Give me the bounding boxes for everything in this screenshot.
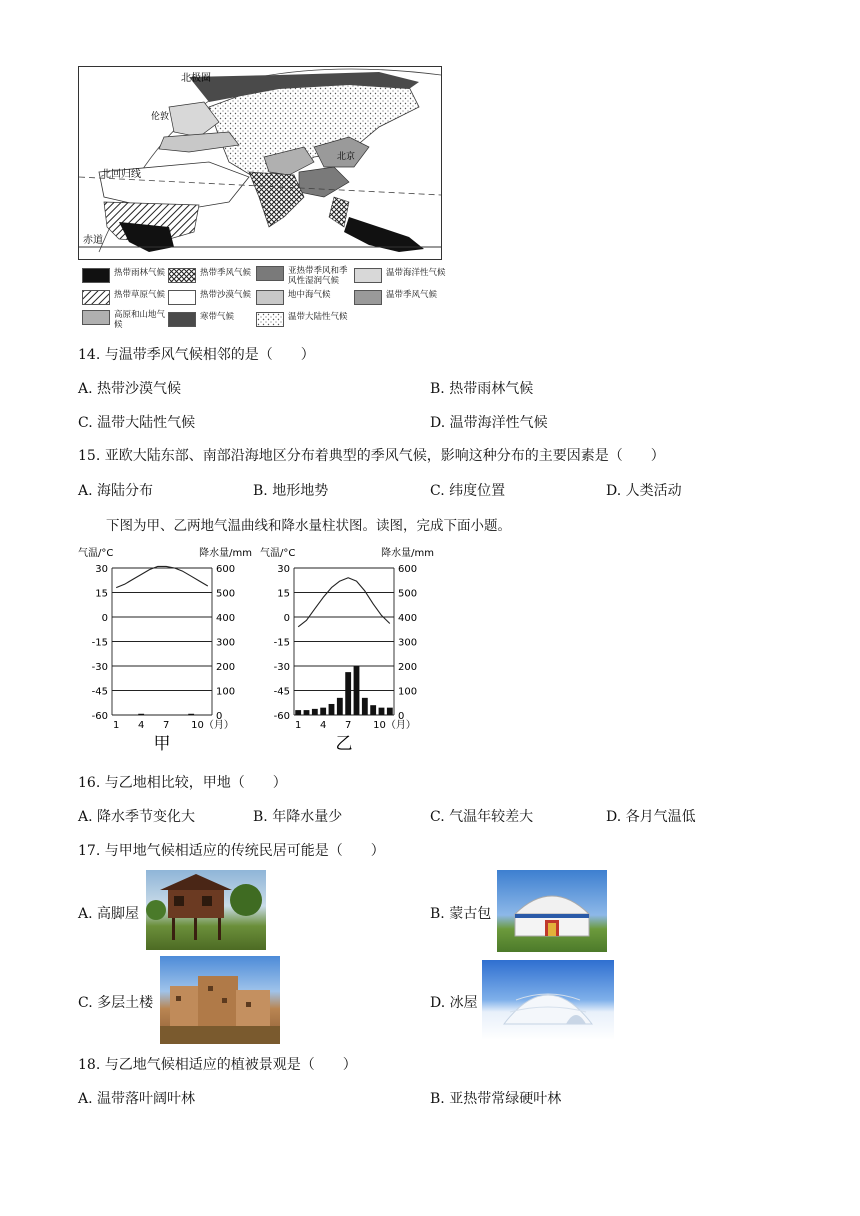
y-right-tick: 500 — [398, 588, 418, 600]
chart-jia — [76, 544, 256, 754]
precipitation-bar — [370, 705, 376, 715]
x-tick: 1 — [112, 720, 120, 731]
legend-item: 热带雨林气候 — [82, 268, 165, 283]
temperature-curve — [116, 566, 208, 587]
y-left-tick: -30 — [91, 662, 108, 673]
legend-swatch — [168, 290, 196, 305]
question-15-stem: 15. 亚欧大陆东部、南部沿海地区分布着典型的季风气候，影响这种分布的主要因素是（ ） — [78, 448, 665, 464]
precipitation-bar — [312, 709, 318, 715]
question-16-stem: 16. 与乙地相比较，甲地（ ） — [78, 775, 287, 791]
label-tropic: 北回归线 — [101, 169, 141, 180]
q17-option-d[interactable]: D. 冰屋 — [430, 995, 478, 1011]
y-right-tick: 500 — [216, 588, 236, 600]
q17-option-b[interactable]: B. 蒙古包 — [430, 906, 492, 922]
legend-item: 亚热带季风和季风性湿润气候 — [256, 266, 352, 286]
q18-option-b[interactable]: B. 亚热带常绿硬叶林 — [430, 1091, 562, 1107]
precipitation-bar — [304, 710, 310, 715]
y-left-tick: -15 — [273, 637, 290, 649]
chart-yi — [258, 544, 438, 754]
chart-title: 甲 — [153, 734, 171, 754]
stilt-house-illustration — [146, 870, 266, 950]
label-equator: 赤道 — [83, 235, 103, 246]
q16-option-b[interactable]: B. 年降水量少 — [253, 809, 343, 825]
earthen-building-illustration — [160, 956, 280, 1044]
axis-label-left: 气温/°C — [260, 548, 296, 559]
axis-label-left: 气温/°C — [78, 548, 114, 559]
q14-option-c[interactable]: C. 温带大陆性气候 — [78, 415, 196, 431]
y-left-tick: 15 — [95, 588, 108, 600]
x-tick: 1 — [294, 720, 302, 731]
y-right-tick: 300 — [398, 637, 418, 649]
x-tick: 4 — [137, 720, 145, 731]
legend-item: 高原和山地气候 — [82, 310, 166, 330]
q14-option-b[interactable]: B. 热带雨林气候 — [430, 381, 534, 397]
q17-option-c[interactable]: C. 多层土楼 — [78, 995, 154, 1011]
precipitation-bar — [362, 698, 368, 715]
axis-label-right: 降水量/mm — [199, 548, 252, 559]
subtropical-monsoon-region — [299, 167, 349, 197]
q15-option-c[interactable]: C. 纬度位置 — [430, 483, 506, 499]
chart-yi-svg — [258, 544, 438, 754]
y-left-tick: -30 — [273, 662, 290, 673]
climate-map — [78, 66, 442, 260]
q18-option-a[interactable]: A. 温带落叶阔叶林 — [78, 1091, 196, 1107]
legend-swatch — [256, 290, 284, 305]
y-left-tick: -60 — [91, 711, 108, 722]
chart-title: 乙 — [335, 734, 353, 754]
precipitation-bar — [345, 672, 351, 715]
y-right-tick: 600 — [216, 564, 236, 575]
q17-option-a[interactable]: A. 高脚屋 — [78, 906, 140, 922]
label-london: 伦敦 — [151, 112, 170, 122]
chart-intro: 下图为甲、乙两地气温曲线和降水量柱状图。读图，完成下面小题。 — [106, 518, 511, 534]
y-right-tick: 400 — [398, 613, 418, 624]
legend-item: 温带大陆性气候 — [256, 312, 348, 327]
y-right-tick: 300 — [216, 637, 236, 649]
legend-item: 热带草原气候 — [82, 290, 165, 305]
legend-swatch — [168, 312, 196, 327]
precipitation-bar — [354, 666, 360, 715]
y-left-tick: 30 — [277, 564, 290, 575]
precipitation-bar — [337, 698, 343, 715]
y-left-tick: 30 — [95, 564, 108, 575]
map-legend — [82, 266, 452, 330]
legend-item: 热带季风气候 — [168, 268, 251, 283]
x-tick: 10（月） — [191, 720, 234, 731]
climate-map-svg — [79, 67, 441, 259]
legend-swatch — [256, 312, 284, 327]
y-left-tick: -45 — [91, 686, 108, 698]
y-left-tick: -15 — [91, 637, 108, 649]
y-right-tick: 200 — [398, 662, 418, 673]
y-right-tick: 0 — [398, 711, 405, 722]
y-left-tick: -45 — [273, 686, 290, 698]
q16-option-d[interactable]: D. 各月气温低 — [606, 809, 696, 825]
precipitation-bar — [320, 708, 326, 715]
temperature-curve — [298, 578, 390, 627]
q16-option-a[interactable]: A. 降水季节变化大 — [78, 809, 196, 825]
precipitation-bar — [188, 714, 194, 715]
q15-option-b[interactable]: B. 地形地势 — [253, 483, 329, 499]
label-beijing: 北京 — [337, 152, 356, 162]
y-left-tick: -60 — [273, 711, 290, 722]
q14-option-a[interactable]: A. 热带沙漠气候 — [78, 381, 182, 397]
question-14-stem: 14. 与温带季风气候相邻的是（ ） — [78, 347, 315, 363]
earthen-building-photo[interactable] — [160, 956, 280, 1044]
y-right-tick: 200 — [216, 662, 236, 673]
precipitation-bar — [329, 704, 335, 715]
question-17-stem: 17. 与甲地气候相适应的传统民居可能是（ ） — [78, 843, 385, 859]
legend-swatch — [82, 310, 110, 325]
q14-option-d[interactable]: D. 温带海洋性气候 — [430, 415, 548, 431]
x-tick: 4 — [319, 720, 327, 731]
precipitation-bar — [387, 708, 393, 715]
tropical-monsoon-region — [249, 172, 304, 227]
legend-swatch — [168, 268, 196, 283]
x-tick: 7 — [162, 720, 170, 731]
q15-option-a[interactable]: A. 海陆分布 — [78, 483, 154, 499]
y-right-tick: 0 — [216, 711, 223, 722]
igloo-photo[interactable] — [482, 960, 614, 1040]
chart-jia-svg — [76, 544, 256, 754]
igloo-illustration — [482, 960, 614, 1040]
legend-swatch — [82, 268, 110, 283]
question-18-stem: 18. 与乙地气候相适应的植被景观是（ ） — [78, 1057, 357, 1073]
legend-item: 温带海洋性气候 — [354, 268, 446, 283]
legend-item: 寒带气候 — [168, 312, 234, 327]
y-left-tick: 0 — [283, 613, 290, 624]
y-left-tick: 15 — [277, 588, 290, 600]
legend-item: 热带沙漠气候 — [168, 290, 251, 305]
legend-swatch — [256, 266, 284, 281]
y-right-tick: 400 — [216, 613, 236, 624]
q15-option-d[interactable]: D. 人类活动 — [606, 483, 682, 499]
legend-swatch — [82, 290, 110, 305]
y-right-tick: 100 — [398, 686, 418, 698]
y-right-tick: 100 — [216, 686, 236, 698]
x-tick: 10（月） — [373, 720, 416, 731]
axis-label-right: 降水量/mm — [381, 548, 434, 559]
y-left-tick: 0 — [101, 613, 108, 624]
precipitation-bar — [295, 710, 301, 715]
yurt-illustration — [497, 870, 607, 952]
x-tick: 7 — [344, 720, 352, 731]
q16-option-c[interactable]: C. 气温年较差大 — [430, 809, 534, 825]
precipitation-bar — [379, 708, 385, 715]
legend-swatch — [354, 268, 382, 283]
precipitation-bar — [138, 714, 144, 715]
legend-item: 地中海气候 — [256, 290, 331, 305]
legend-item: 温带季风气候 — [354, 290, 437, 305]
legend-swatch — [354, 290, 382, 305]
y-right-tick: 600 — [398, 564, 418, 575]
yurt-photo[interactable] — [497, 870, 607, 952]
stilt-house-photo[interactable] — [146, 870, 266, 950]
label-arctic: 北极圈 — [181, 73, 211, 84]
